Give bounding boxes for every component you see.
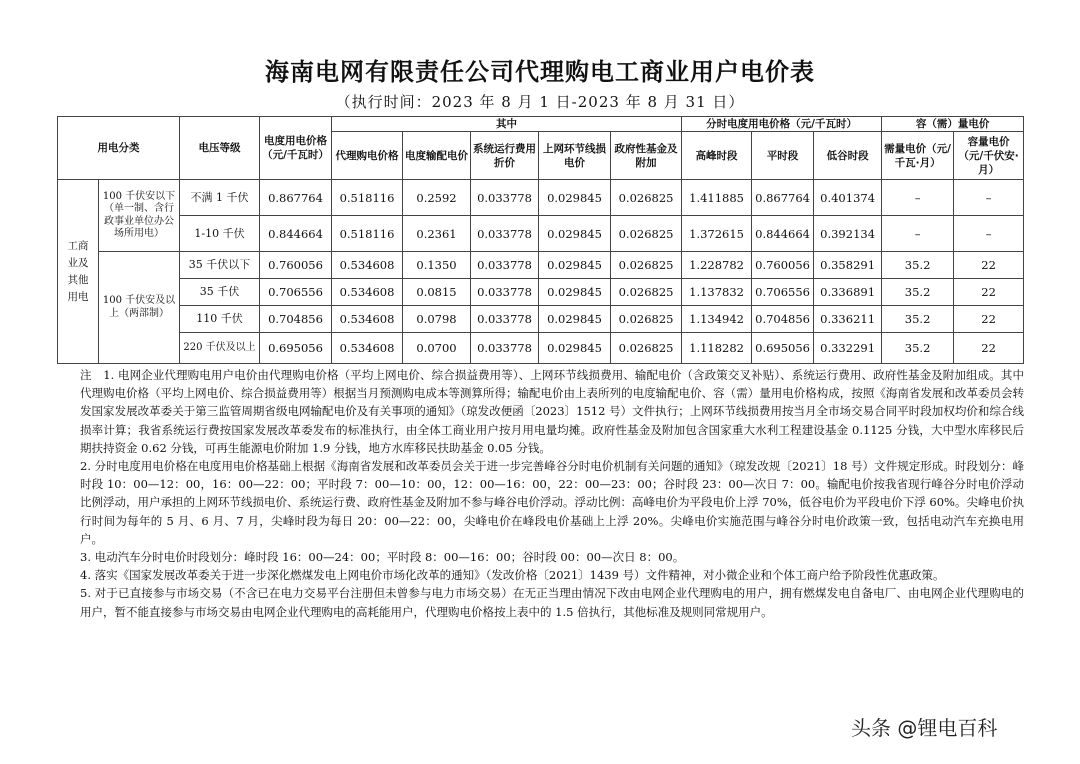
cell-price: 0.867764	[260, 180, 332, 216]
cell-loss: 0.029845	[539, 333, 611, 364]
header-tou: 分时电度用电价格（元/千瓦时）	[682, 117, 882, 132]
cell-transmission: 0.1350	[403, 252, 471, 279]
cell-cap: 22	[954, 333, 1024, 364]
table-row	[58, 180, 1024, 216]
cell-price: 0.844664	[260, 216, 332, 252]
cell-loss: 0.029845	[539, 252, 611, 279]
note-3: 3. 电动汽车分时电价时段划分：峰时段 16：00—24：00；平时段 8：00—16：00；谷时段 00：00—次日 8：00。	[80, 550, 685, 565]
cell-peak: 1.134942	[682, 306, 752, 333]
cell-voltage: 35 千伏以下	[180, 252, 260, 279]
tariff-table	[57, 116, 1024, 364]
cell-demand: –	[882, 216, 954, 252]
cell-demand: –	[882, 180, 954, 216]
cell-cap: 22	[954, 252, 1024, 279]
cell-voltage: 1-10 千伏	[180, 216, 260, 252]
note-4: 4. 落实《国家发展改革委关于进一步深化燃煤发电上网电价市场化改革的通知》（发改价格〔2021〕1439 号）文件精神，对小微企业和个体工商户给予阶段性优惠政策。	[80, 568, 945, 583]
cell-valley: 0.401374	[814, 180, 882, 216]
cell-fund: 0.026825	[611, 180, 682, 216]
cell-flat: 0.867764	[752, 180, 814, 216]
cell-cap: –	[954, 180, 1024, 216]
cell-system: 0.033778	[471, 180, 539, 216]
cell-voltage: 35 千伏	[180, 279, 260, 306]
cell-valley: 0.392134	[814, 216, 882, 252]
cell-flat: 0.695056	[752, 333, 814, 364]
cell-peak: 1.137832	[682, 279, 752, 306]
cell-transmission: 0.2361	[403, 216, 471, 252]
cell-price: 0.704856	[260, 306, 332, 333]
cell-flat: 0.704856	[752, 306, 814, 333]
cell-demand: 35.2	[882, 252, 954, 279]
group-large-label: 100 千伏安及以上（两部制）	[99, 252, 180, 364]
table-row	[58, 306, 1024, 333]
cell-voltage: 220 千伏及以上	[180, 333, 260, 364]
cell-flat: 0.706556	[752, 279, 814, 306]
cell-flat: 0.760056	[752, 252, 814, 279]
group-main-label: 工商业及其他用电	[58, 180, 99, 364]
header-capacity: 容（需）量电价	[882, 117, 1024, 132]
cell-cap: –	[954, 216, 1024, 252]
notes-section	[80, 366, 1024, 621]
header-proxy: 代理购电价格	[332, 132, 403, 180]
header-voltage: 电压等级	[180, 117, 260, 180]
cell-loss: 0.029845	[539, 216, 611, 252]
cell-loss: 0.029845	[539, 306, 611, 333]
cell-flat: 0.844664	[752, 216, 814, 252]
cell-voltage: 不满 1 千伏	[180, 180, 260, 216]
header-valley: 低谷时段	[814, 132, 882, 180]
cell-valley: 0.358291	[814, 252, 882, 279]
watermark: 头条 @锂电百科	[851, 716, 998, 740]
cell-demand: 35.2	[882, 279, 954, 306]
cell-proxy: 0.534608	[332, 279, 403, 306]
cell-proxy: 0.534608	[332, 306, 403, 333]
cell-peak: 1.411885	[682, 180, 752, 216]
header-flat: 平时段	[752, 132, 814, 180]
cell-price: 0.695056	[260, 333, 332, 364]
cell-valley: 0.336211	[814, 306, 882, 333]
header-system: 系统运行费用折价	[471, 132, 539, 180]
cell-peak: 1.372615	[682, 216, 752, 252]
cell-peak: 1.118282	[682, 333, 752, 364]
cell-peak: 1.228782	[682, 252, 752, 279]
header-peak: 高峰时段	[682, 132, 752, 180]
cell-voltage: 110 千伏	[180, 306, 260, 333]
cell-proxy: 0.534608	[332, 333, 403, 364]
header-category: 用电分类	[58, 117, 180, 180]
table-row	[58, 216, 1024, 252]
cell-proxy: 0.518116	[332, 180, 403, 216]
table-row	[58, 279, 1024, 306]
cell-system: 0.033778	[471, 306, 539, 333]
header-loss: 上网环节线损电价	[539, 132, 611, 180]
cell-demand: 35.2	[882, 333, 954, 364]
cell-cap: 22	[954, 279, 1024, 306]
table-row	[58, 252, 1024, 279]
table-row	[58, 333, 1024, 364]
cell-cap: 22	[954, 306, 1024, 333]
cell-valley: 0.336891	[814, 279, 882, 306]
cell-transmission: 0.2592	[403, 180, 471, 216]
header-transmission: 电度输配电价	[403, 132, 471, 180]
cell-system: 0.033778	[471, 279, 539, 306]
cell-fund: 0.026825	[611, 252, 682, 279]
page-subtitle: （执行时间：2023 年 8 月 1 日-2023 年 8 月 31 日）	[335, 93, 745, 111]
header-cap: 容量电价（元/千伏安·月）	[954, 132, 1024, 180]
cell-price: 0.706556	[260, 279, 332, 306]
cell-fund: 0.026825	[611, 216, 682, 252]
cell-demand: 35.2	[882, 306, 954, 333]
cell-proxy: 0.534608	[332, 252, 403, 279]
header-demand: 需量电价（元/千瓦·月）	[882, 132, 954, 180]
cell-fund: 0.026825	[611, 333, 682, 364]
page-title: 海南电网有限责任公司代理购电工商业用户电价表	[265, 58, 815, 86]
cell-system: 0.033778	[471, 333, 539, 364]
cell-valley: 0.332291	[814, 333, 882, 364]
cell-transmission: 0.0798	[403, 306, 471, 333]
cell-system: 0.033778	[471, 252, 539, 279]
note-5: 5. 对于已直接参与市场交易（不含已在电力交易平台注册但未曾参与电力市场交易）在无正当理由情况下改由电网企业代理购电的用户，拥有燃煤发电自备电厂、由电网企业代理购电的用户，暂不能直接参与市场交易由电网企业代理购电的高耗能用户，代理购电价格按上表中的 1.5 倍执行，其他标准及规则同常规用户。	[80, 586, 1024, 619]
cell-transmission: 0.0815	[403, 279, 471, 306]
cell-system: 0.033778	[471, 216, 539, 252]
cell-fund: 0.026825	[611, 279, 682, 306]
header-price: 电度用电价格（元/千瓦时）	[260, 117, 332, 180]
cell-loss: 0.029845	[539, 180, 611, 216]
header-of-which: 其中	[332, 117, 682, 132]
group-small-label: 100 千伏安以下（单一制、含行政事业单位办公场所用电）	[99, 180, 180, 252]
header-gov-fund: 政府性基金及附加	[611, 132, 682, 180]
note-1: 注 1. 电网企业代理购电用户电价由代理购电价格（平均上网电价、综合损益费用等）、上网环节线损费用、输配电价（含政策交叉补贴）、系统运行费用、政府性基金及附加组成。其中代理购电价格（平均上网电价、综合损益费用等）根据当月预测购电成本等测算所得；输配电价由上表所列的电度输配电价、容（需）量用电价格构成，按照《海南省发展和改革委员会转发国家发展改革委关于第三监管周期省级电网输配电价及有关事项的通知》（琼发改便函〔2023〕1512 号）文件执行；上网环节线损费用按当月全市场交易合同平时段加权均价和综合线损率计算；我省系统运行费按国家发展改革委发布的标准执行，由全体工商业用户按月用电量均摊。政府性基金及附加包含国家重大水利工程建设基金 0.1125 分钱，大中型水库移民后期扶持资金 0.62 分钱，可再生能源电价附加 1.9 分钱，地方水库移民扶助基金 0.05 分钱。	[80, 368, 1024, 455]
note-2: 2. 分时电度用电价格在电度用电价格基础上根据《海南省发展和改革委员会关于进一步完善峰谷分时电价机制有关问题的通知》（琼发改规〔2021〕18 号）文件规定形成。时段划分：峰时段 10：00—12：00，16：00—22：00；平时段 7：00—10：00，12：00—16：00，22：00—23：00；谷时段 23：00—次日 7：00。输配电价按我省现行峰谷分时电价浮动比例浮动，用户承担的上网环节线损电价、系统运行费、政府性基金及附加不参与峰谷电价浮动。浮动比例：高峰电价为平段电价上浮 70%，低谷电价为平段电价下浮 60%。尖峰电价执行时间为每年的 5 月、6 月、7 月，尖峰时段为每日 20：00—22：00，尖峰电价在峰段电价基础上上浮 20%。尖峰电价实施范围与峰谷分时电价政策一致，包括电动汽车充换电用户。	[80, 459, 1024, 546]
cell-fund: 0.026825	[611, 306, 682, 333]
cell-loss: 0.029845	[539, 279, 611, 306]
cell-proxy: 0.518116	[332, 216, 403, 252]
cell-price: 0.760056	[260, 252, 332, 279]
cell-transmission: 0.0700	[403, 333, 471, 364]
